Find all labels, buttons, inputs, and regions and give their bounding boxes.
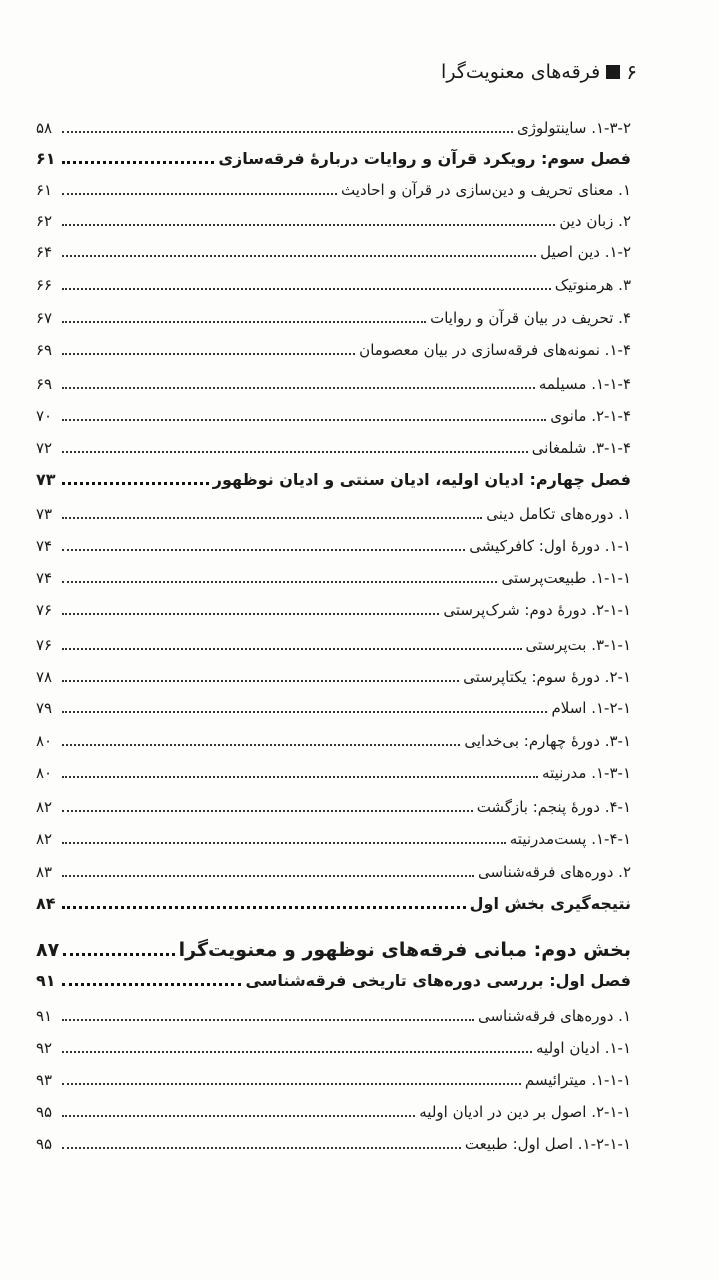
toc-entry-page: ۸۰ xyxy=(36,764,53,782)
toc-entry-title: ۱-۱-۱. طبیعت‌پرستی xyxy=(501,569,631,587)
toc-entry-page: ۷۹ xyxy=(36,699,53,717)
toc-entry-page: ۷۳ xyxy=(36,505,53,523)
toc-entry-page: ۷۳ xyxy=(36,470,56,489)
toc-entry-page: ۷۰ xyxy=(36,407,53,425)
dot-leader xyxy=(63,953,174,956)
toc-entry xyxy=(36,504,631,524)
dot-leader xyxy=(62,1051,532,1053)
toc-entry xyxy=(36,118,631,138)
dot-leader xyxy=(62,776,538,778)
toc-entry-page: ۸۰ xyxy=(36,732,53,750)
toc-entry-title: ۱-۴. نمونه‌های فرقه‌سازی در بیان معصومان xyxy=(359,341,631,359)
toc-entry-title: ۲. زبان دین xyxy=(559,212,631,230)
toc-entry-title: ۲-۱. دورهٔ سوم: یکتاپرستی xyxy=(463,668,631,686)
toc-entry-page: ۹۱ xyxy=(36,1007,53,1025)
toc-entry xyxy=(36,406,631,426)
toc-entry-page: ۹۲ xyxy=(36,1039,53,1057)
toc-entry-page: ۹۵ xyxy=(36,1135,53,1153)
dot-leader xyxy=(62,711,547,713)
toc-entry-title: ۱. معنای تحریف و دین‌سازی در قرآن و احادیث xyxy=(341,181,631,199)
dot-leader xyxy=(62,224,555,226)
toc-entry xyxy=(36,667,631,687)
toc-entry-page: ۶۷ xyxy=(36,309,53,327)
toc-entry-page: ۸۷ xyxy=(36,939,60,961)
toc-entry-title: ۳-۱. دورهٔ چهارم: بی‌خدایی xyxy=(464,732,631,750)
toc-entry-title: نتیجه‌گیری بخش اول xyxy=(469,894,631,913)
toc-entry-page: ۸۲ xyxy=(36,798,53,816)
toc-entry xyxy=(36,340,631,360)
dot-leader xyxy=(62,906,466,909)
toc-entry xyxy=(36,894,631,914)
toc-entry xyxy=(36,149,631,169)
toc-entry-page: ۷۴ xyxy=(36,569,53,587)
toc-entry xyxy=(36,971,631,991)
toc-entry xyxy=(36,308,631,328)
toc-entry xyxy=(36,731,631,751)
toc-entry xyxy=(36,1038,631,1058)
toc-entry-page: ۶۱ xyxy=(36,149,56,168)
toc-entry-page: ۶۲ xyxy=(36,212,53,230)
toc-entry-title: ۲-۱-۴. مانوی xyxy=(550,407,631,425)
toc-entry-title: ۲-۱-۱. دورهٔ دوم: شرک‌پرستی xyxy=(443,601,631,619)
toc-entry xyxy=(36,242,631,262)
toc-entry xyxy=(36,698,631,718)
toc-entry xyxy=(36,374,631,394)
toc-entry-title: ۱-۲. دین اصیل xyxy=(540,243,631,261)
toc-entry xyxy=(36,797,631,817)
toc-entry-page: ۹۱ xyxy=(36,971,56,990)
dot-leader xyxy=(62,1083,521,1085)
toc-entry-title: ۱-۱-۱. میترائیسم xyxy=(524,1071,631,1089)
dot-leader xyxy=(62,353,355,355)
dot-leader xyxy=(62,255,536,257)
dot-leader xyxy=(62,451,528,453)
toc-entry-page: ۵۸ xyxy=(36,119,53,137)
dot-leader xyxy=(62,321,426,323)
toc-entry-page: ۶۹ xyxy=(36,341,53,359)
dot-leader xyxy=(62,648,522,650)
toc-entry-title: ۲. دوره‌های فرقه‌شناسی xyxy=(477,863,631,881)
toc-entry-page: ۷۴ xyxy=(36,537,53,555)
dot-leader xyxy=(62,161,214,164)
toc-entry xyxy=(36,438,631,458)
toc-entry xyxy=(36,600,631,620)
toc-entry xyxy=(36,180,631,200)
page-number: ۶ xyxy=(626,60,637,84)
toc-entry xyxy=(36,829,631,849)
toc-entry-page: ۶۴ xyxy=(36,243,53,261)
dot-leader xyxy=(62,288,551,290)
toc-entry-title: ۱-۲-۱-۱. اصل اول: طبیعت xyxy=(464,1135,631,1153)
dot-leader xyxy=(62,1019,474,1021)
dot-leader xyxy=(62,517,482,519)
toc-entry xyxy=(36,275,631,295)
toc-entry-page: ۸۴ xyxy=(36,894,56,913)
toc-entry-title: ۱. دوره‌های فرقه‌شناسی xyxy=(477,1007,631,1025)
toc-entry-page: ۶۱ xyxy=(36,181,53,199)
toc-entry-title: ۱-۳-۲. ساینتولوژی xyxy=(517,119,631,137)
dot-leader xyxy=(62,581,497,583)
toc-entry-title: فصل چهارم: ادیان اولیه، ادیان سنتی و ادیان نوظهور xyxy=(212,470,631,489)
toc-entry-page: ۶۹ xyxy=(36,375,53,393)
dot-leader xyxy=(62,875,474,877)
toc-entry-page: ۷۶ xyxy=(36,601,53,619)
toc-entry-page: ۷۸ xyxy=(36,668,53,686)
dot-leader xyxy=(62,680,459,682)
toc-entry-title: ۱-۱-۴. مسیلمه xyxy=(538,375,631,393)
toc-entry-page: ۹۳ xyxy=(36,1071,53,1089)
toc-entry xyxy=(36,763,631,783)
dot-leader xyxy=(62,744,460,746)
toc-entry-title: ۱-۴-۱. پست‌مدرنیته xyxy=(509,830,631,848)
toc-entry-page: ۸۲ xyxy=(36,830,53,848)
toc-entry-title: ۳-۱-۱. بت‌پرستی xyxy=(525,636,631,654)
toc-entry xyxy=(36,568,631,588)
dot-leader xyxy=(62,842,506,844)
dot-leader xyxy=(62,1147,461,1149)
toc-entry-title: بخش دوم: مبانی فرقه‌های نوظهور و معنویت‌گرا xyxy=(178,939,631,961)
toc-entry-title: ۱-۲-۱. اسلام xyxy=(551,699,631,717)
toc-entry-title: ۴. تحریف در بیان قرآن و روایات xyxy=(430,309,631,327)
toc-entry xyxy=(36,1006,631,1026)
toc-entry-title: ۱-۳-۱. مدرنیته xyxy=(542,764,631,782)
toc-entry xyxy=(36,1134,631,1154)
toc-entry-page: ۶۶ xyxy=(36,276,53,294)
toc-entry-page: ۷۶ xyxy=(36,636,53,654)
toc-entry xyxy=(36,470,631,490)
running-header xyxy=(441,60,637,84)
toc-entry xyxy=(36,536,631,556)
toc-entry xyxy=(36,211,631,231)
toc-entry-title: ۱. دوره‌های تکامل دینی xyxy=(486,505,631,523)
toc-entry xyxy=(36,1070,631,1090)
toc-entry-title: ۱-۱. دورهٔ اول: کافرکیشی xyxy=(469,537,631,555)
toc-entry xyxy=(36,1102,631,1122)
toc-entry-title: فصل اول: بررسی دوره‌های تاریخی فرقه‌شناسی xyxy=(245,971,631,990)
toc-entry xyxy=(36,635,631,655)
toc-entry-title: ۲-۱-۱. اصول بر دین در ادیان اولیه xyxy=(419,1103,631,1121)
toc-entry-title: ۳-۱-۴. شلمغانی xyxy=(531,439,631,457)
square-ornament-icon xyxy=(606,65,620,79)
toc-entry xyxy=(36,938,631,962)
dot-leader xyxy=(62,193,337,195)
toc-entry-page: ۹۵ xyxy=(36,1103,53,1121)
dot-leader xyxy=(62,810,473,812)
dot-leader xyxy=(62,983,241,986)
toc-entry-title: ۴-۱. دورهٔ پنجم: بازگشت xyxy=(476,798,631,816)
dot-leader xyxy=(62,613,439,615)
dot-leader xyxy=(62,419,546,421)
dot-leader xyxy=(62,1115,415,1117)
toc-entry-page: ۸۳ xyxy=(36,863,53,881)
toc-entry-title: ۱-۱. ادیان اولیه xyxy=(536,1039,631,1057)
toc-entry-title: ۳. هرمنوتیک xyxy=(554,276,631,294)
dot-leader xyxy=(62,549,465,551)
toc-entry-page: ۷۲ xyxy=(36,439,53,457)
toc-entry xyxy=(36,862,631,882)
book-title: فرقه‌های معنویت‌گرا xyxy=(441,61,601,83)
dot-leader xyxy=(62,482,209,485)
dot-leader xyxy=(62,387,535,389)
dot-leader xyxy=(62,131,513,133)
toc-entry-title: فصل سوم: رویکرد قرآن و روایات دربارهٔ فرقه‌سازی xyxy=(218,149,631,168)
